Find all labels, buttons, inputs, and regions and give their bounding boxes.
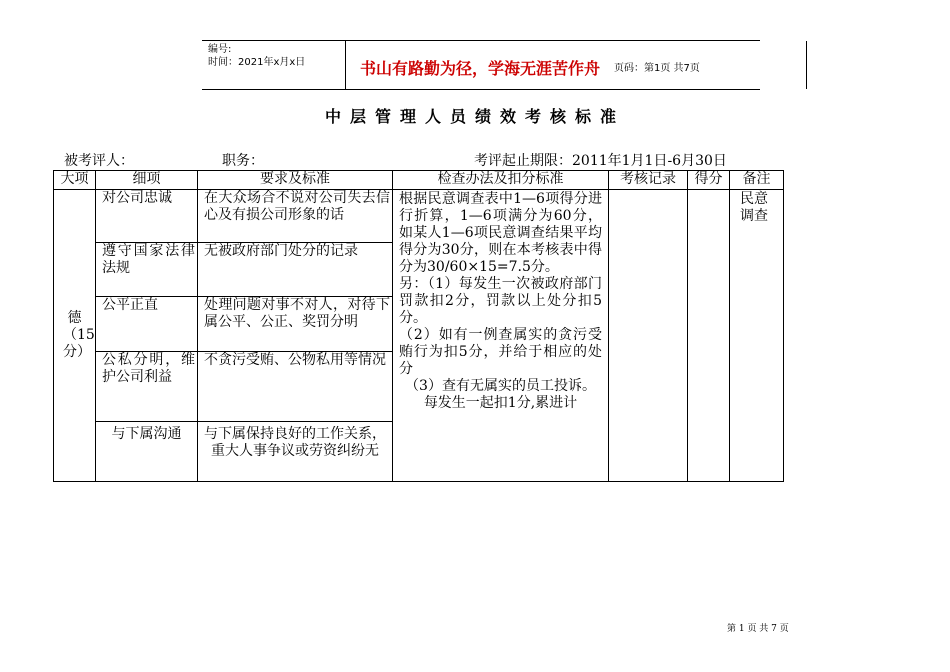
header-record: 考核记录 xyxy=(609,171,688,190)
check-method-p1: 根据民意调查表中1—6项得分进行折算，1—6项满分为60分，如某人1—6项民意调查结果平均得分为30分，则在本考核表中得分为30/60×15=7.5分。 xyxy=(399,191,602,275)
requirement-cell: 在大众场合不说对公司失去信心及有损公司形象的话 xyxy=(198,190,393,243)
requirement-cell: 与下属保持良好的工作关系，重大人事争议或劳资纠纷无 xyxy=(198,422,393,482)
evaluatee-label: 被考评人： xyxy=(64,153,134,169)
item-cell: 对公司忠诚 xyxy=(96,190,198,243)
header-meta xyxy=(202,41,345,89)
header-category: 大项 xyxy=(54,171,96,190)
requirement-cell: 处理问题对事不对人，对待下属公平、公正、奖罚分明 xyxy=(198,297,393,352)
motto-box xyxy=(345,41,807,89)
record-cell xyxy=(609,190,688,482)
item-cell: 遵守国家法律法规 xyxy=(96,243,198,297)
item-cell: 公私分明，维护公司利益 xyxy=(96,352,198,422)
document-header xyxy=(202,40,760,90)
page-title: 中层管理人员绩效考核标准 xyxy=(324,107,625,126)
page-footer: 第 1 页 共 7 页 xyxy=(727,624,789,634)
score-cell xyxy=(688,190,730,482)
remark-cell: 民意调查 xyxy=(730,190,784,482)
check-method-p3: （2）如有一例查属实的贪污受贿行为扣5分，并给于相应的处分 xyxy=(399,327,602,377)
item-cell: 与下属沟通 xyxy=(96,422,198,482)
time-label: 时间：2021年x月x日 xyxy=(208,57,306,68)
item-cell: 公平正直 xyxy=(96,297,198,352)
requirement-cell: 不贪污受贿、公物私用等情况 xyxy=(198,352,393,422)
table-header-row xyxy=(54,171,784,190)
header-item: 细项 xyxy=(96,171,198,190)
header-remark: 备注 xyxy=(730,171,784,190)
position-label: 职务： xyxy=(222,153,264,169)
assessment-table xyxy=(53,170,784,482)
check-method-p2: 另：（1）每发生一次被政府部门罚款扣2分，罚款以上处分扣5分。 xyxy=(399,276,602,326)
page-label: 页码：第1页 共7页 xyxy=(614,63,700,74)
check-method-cell xyxy=(393,190,609,482)
header-score: 得分 xyxy=(688,171,730,190)
header-requirement: 要求及标准 xyxy=(198,171,393,190)
period-label: 考评起止期限：2011年1月1日-6月30日 xyxy=(474,153,727,169)
check-method-p5: 每发生一起扣1分,累进计 xyxy=(423,395,578,411)
requirement-cell: 无被政府部门处分的记录 xyxy=(198,243,393,297)
number-label: 编号: xyxy=(208,44,232,55)
table-row xyxy=(54,190,784,243)
category-cell: 德（15分） xyxy=(54,190,96,482)
check-method-p4: （3）查有无属实的员工投诉。 xyxy=(405,378,596,394)
header-check-method: 检查办法及扣分标准 xyxy=(393,171,609,190)
motto-text: 书山有路勤为径，学海无涯苦作舟 xyxy=(360,59,601,78)
